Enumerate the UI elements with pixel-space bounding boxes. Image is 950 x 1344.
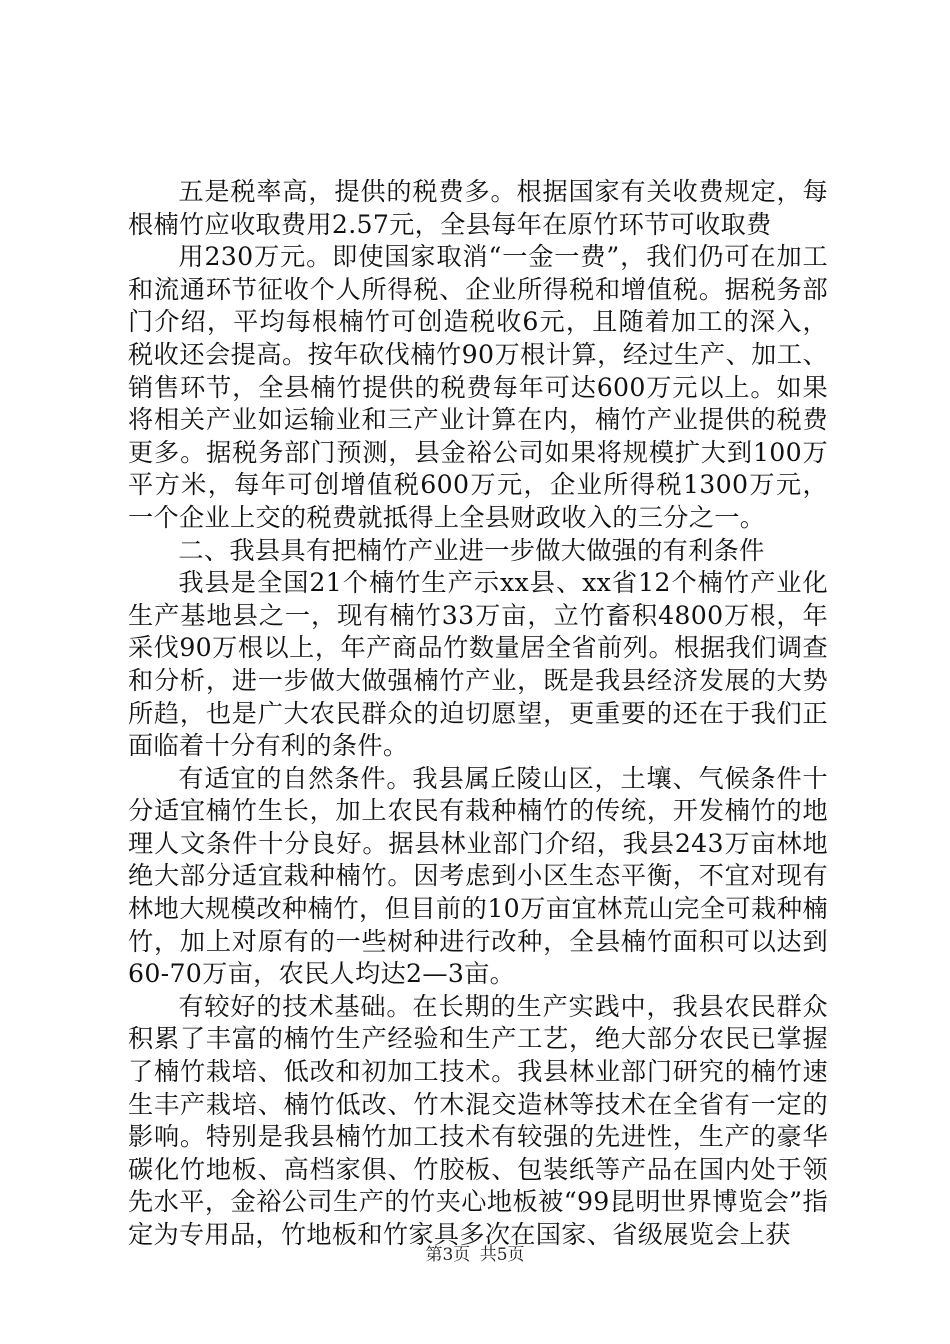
paragraph-tax-continued: 用230万元。即使国家取消“一金一费”，我们仍可在加工和流通环节征收个人所得税、企业所得税和增值税。据税务部门介绍，平均每根楠竹可创造税收6元，且随着加工的深入，税收还会提高。按年砍伐楠竹90万根计算，经过生产、加工、销售环节，全县楠竹提供的税费每年可达600万元以上。如果将相关产业如运输业和三产业计算在内，楠竹产业提供的税费更多。据税务部门预测，县金裕公司如果将规模扩大到100万平方米，每年可创增值税600万元，企业所得税1300万元，一个企业上交的税费就抵得上全县财政收入的三分之一。	[128, 242, 828, 532]
paragraph-natural-conditions: 有适宜的自然条件。我县属丘陵山区，土壤、气候条件十分适宜楠竹生长，加上农民有栽种楠竹的传统，开发楠竹的地理人文条件十分良好。据县林业部门介绍，我县243万亩林地绝大部分适宜栽种楠竹。因考虑到小区生态平衡，不宜对现有林地大规模改种楠竹，但目前的10万亩宜林荒山完全可栽种楠竹，加上对原有的一些树种进行改种，全县楠竹面积可以达到60-70万亩，农民人均达2—3亩。	[128, 763, 828, 989]
paragraph-tax-rate: 五是税率高，提供的税费多。根据国家有关收费规定，每根楠竹应收取费用2.57元，全县每年在原竹环节可收取费	[128, 177, 828, 239]
paragraph-technical-foundation: 有较好的技术基础。在长期的生产实践中，我县农民群众积累了丰富的楠竹生产经验和生产工艺，绝大部分农民已掌握了楠竹栽培、低改和初加工技术。我县林业部门研究的楠竹速生丰产栽培、楠竹低改、竹木混交造林等技术在全省有一定的影响。特别是我县楠竹加工技术有较强的先进性，生产的豪华碳化竹地板、高档家俱、竹胶板、包装纸等产品在国内处于领先水平，金裕公司生产的竹夹心地板被“99昆明世界博览会”指定为专用品，竹地板和竹家具多次在国家、省级展览会上获	[128, 991, 828, 1249]
document-body	[128, 176, 828, 1252]
paragraph-county-overview: 我县是全国21个楠竹生产示xx县、xx省12个楠竹产业化生产基地县之一，现有楠竹33万亩，立竹畜积4800万根，年采伐90万根以上，年产商品竹数量居全省前列。根据我们调查和分析，进一步做大做强楠竹产业，既是我县经济发展的大势所趋，也是广大农民群众的迫切愿望，更重要的还在于我们正面临着十分有利的条件。	[128, 568, 828, 761]
page-number-total: 共5页	[479, 1245, 525, 1265]
page-number-current: 第3页	[425, 1245, 471, 1265]
section-heading-favorable-conditions: 二、我县具有把楠竹产业进一步做大做强的有利条件	[178, 535, 765, 565]
page-footer	[0, 1245, 950, 1265]
